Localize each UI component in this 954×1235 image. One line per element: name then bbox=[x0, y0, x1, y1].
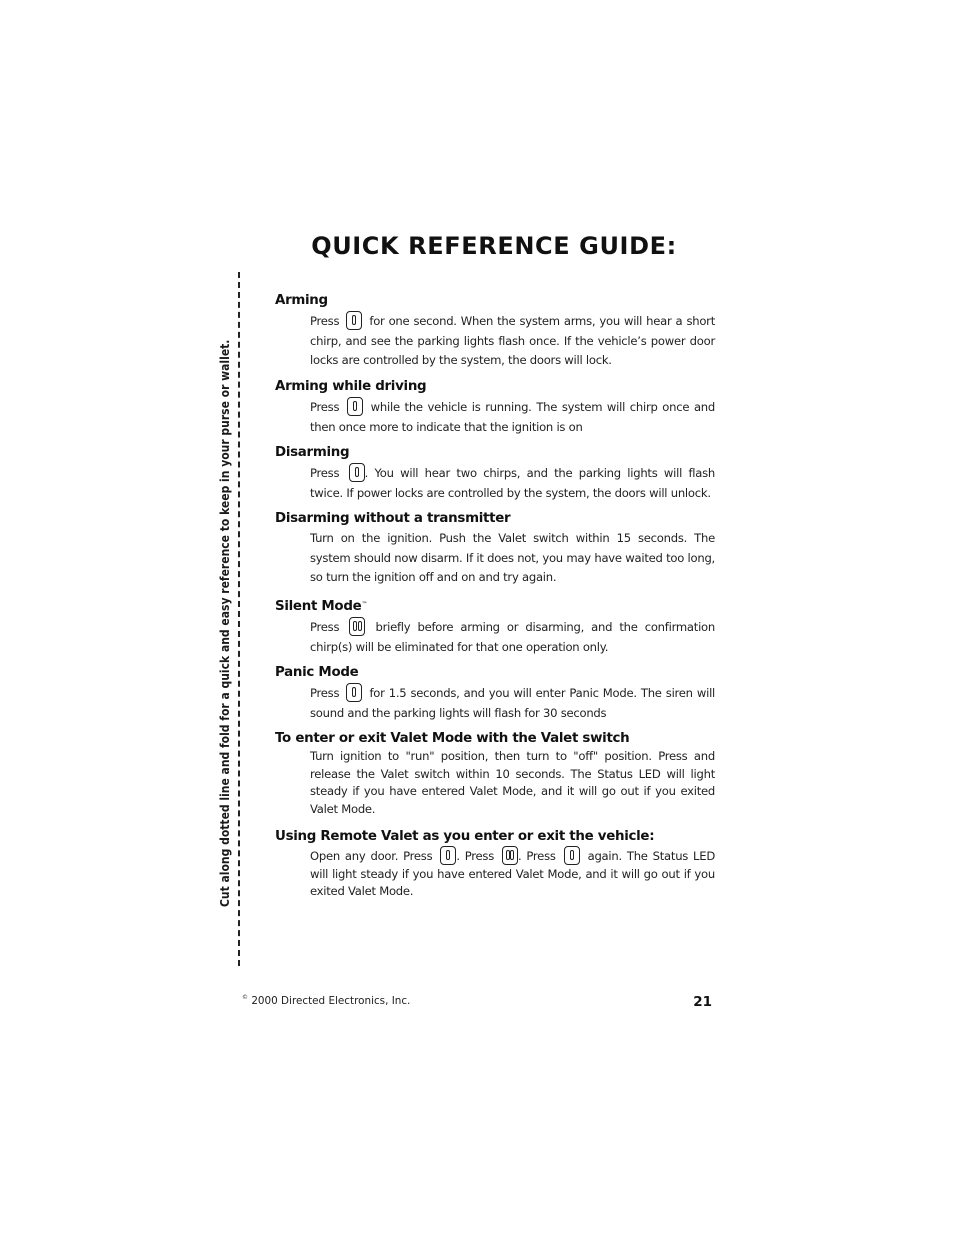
transmitter-button-one-icon bbox=[346, 311, 362, 330]
section-body: Turn ignition to "run" position, then turn to "off" position. Press and release the Valet switch within 10 seconds. The Status LED will light steady if you have entered Valet Mode, and it will go out if you exited Valet Mode. bbox=[310, 749, 715, 816]
section-disarming-without-transmitter bbox=[275, 510, 715, 588]
section-heading: Arming bbox=[275, 293, 328, 308]
section-body: Turn on the ignition. Push the Valet switch within 15 seconds. The system should now disarm. If it does not, you may have waited too long, so turn the ignition off and on and try again. bbox=[310, 531, 715, 585]
section-valet-switch bbox=[275, 730, 715, 818]
section-heading: Disarming bbox=[275, 445, 350, 460]
transmitter-button-two-icon bbox=[349, 617, 365, 636]
section-arming-while-driving bbox=[275, 378, 715, 437]
section-arming bbox=[275, 292, 715, 371]
transmitter-button-one-icon bbox=[564, 846, 580, 865]
section-heading: Using Remote Valet as you enter or exit the vehicle: bbox=[275, 829, 655, 844]
transmitter-button-one-icon bbox=[349, 463, 365, 482]
section-heading: Arming while driving bbox=[275, 379, 427, 394]
transmitter-button-two-icon bbox=[502, 846, 518, 865]
cut-line-divider bbox=[238, 272, 240, 966]
copyright-notice: © 2000 Directed Electronics, Inc. bbox=[242, 994, 411, 1007]
section-body: Press for 1.5 seconds, and you will enter Panic Mode. The siren will sound and the parking lights will flash for 30 seconds bbox=[310, 683, 715, 723]
section-heading: Disarming without a transmitter bbox=[275, 511, 511, 526]
section-heading: Panic Mode bbox=[275, 665, 359, 680]
section-disarming bbox=[275, 444, 715, 503]
trademark-symbol: ™ bbox=[361, 601, 368, 608]
page-number: 21 bbox=[693, 994, 712, 1010]
section-body: Press while the vehicle is running. The system will chirp once and then once more to indicate that the ignition is on bbox=[310, 397, 715, 437]
transmitter-button-one-icon bbox=[347, 397, 363, 416]
page-title: QUICK REFERENCE GUIDE: bbox=[311, 232, 677, 260]
section-heading: To enter or exit Valet Mode with the Valet switch bbox=[275, 731, 630, 746]
transmitter-button-one-icon bbox=[346, 683, 362, 702]
section-body: Press for one second. When the system arms, you will hear a short chirp, and see the parking lights flash once. If the vehicle’s power door locks are controlled by the system, the doors will lock. bbox=[310, 311, 715, 371]
copyright-symbol: © bbox=[242, 994, 248, 1001]
section-body: Open any door. Press . Press . Press again. The Status LED will light steady if you have entered Valet Mode, and it will go out if you exited Valet Mode. bbox=[310, 846, 715, 901]
section-body: Press briefly before arming or disarming, and the confirmation chirp(s) will be eliminated for that one operation only. bbox=[310, 617, 715, 657]
section-silent-mode bbox=[275, 598, 715, 657]
cut-instruction: Cut along dotted line and fold for a quick and easy reference to keep in your purse or wallet. bbox=[218, 339, 232, 907]
section-panic-mode bbox=[275, 664, 715, 723]
section-heading: Silent Mode™ bbox=[275, 599, 368, 614]
section-remote-valet bbox=[275, 828, 715, 901]
section-body: Press . You will hear two chirps, and the parking lights will flash twice. If power locks are controlled by the system, the doors will unlock. bbox=[310, 463, 715, 503]
transmitter-button-one-icon bbox=[440, 846, 456, 865]
